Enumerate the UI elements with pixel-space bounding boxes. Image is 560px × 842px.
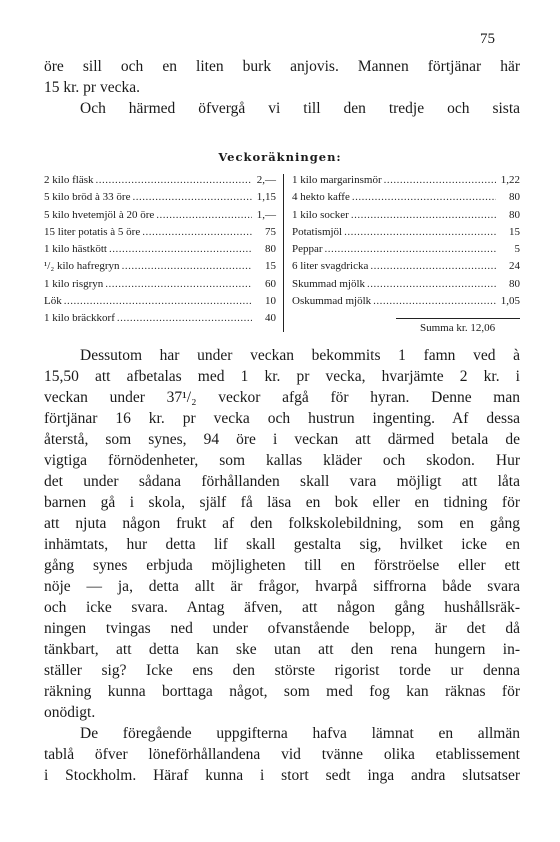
leader-dots — [325, 241, 496, 258]
intro-paragraph — [44, 56, 520, 119]
ledger-row — [292, 276, 520, 293]
ledger-row — [44, 241, 276, 258]
ledger-amount: 75 — [265, 225, 276, 238]
column-divider — [283, 174, 284, 332]
text-line: inhämtats, hur detta lif skall gestalta sig, hvilket icke en — [44, 536, 520, 553]
leader-dots — [351, 207, 496, 224]
ledger-total: Summa kr. 12,06 — [420, 322, 496, 334]
ledger-row — [44, 207, 276, 224]
section-heading: Veckoräkningen: — [218, 150, 342, 164]
text-line: att njuta någon frukt af den folkskolebildning, som en gång — [44, 515, 520, 532]
ledger-amount: 2,— — [256, 174, 276, 186]
ledger-item: 5 kilo hvetemjöl à 20 öre — [44, 208, 155, 221]
text-line: Dessutom har under veckan bekommits 1 famn ved à — [80, 347, 520, 364]
leader-dots — [64, 293, 252, 310]
leader-dots — [132, 189, 252, 206]
weekly-ledger — [44, 172, 520, 337]
ledger-amount: 15 — [265, 260, 276, 273]
ledger-row — [292, 293, 520, 310]
leader-dots — [142, 224, 252, 241]
ledger-amount: 5 — [514, 243, 520, 256]
text-line: Och härmed öfvergå vi till den tredje och sista — [80, 100, 520, 117]
text-line: 15 kr. pr vecka. — [44, 79, 140, 96]
ledger-item: Skummad mjölk — [292, 277, 366, 290]
text-line: räkning kunna borttaga något, som med fog kan räknas för — [44, 683, 520, 700]
ledger-amount: 1,22 — [500, 174, 520, 186]
ledger-row — [292, 207, 520, 224]
ledger-item: 1 kilo margarinsmör — [292, 174, 382, 186]
ledger-item: Oskummad mjölk — [292, 295, 372, 308]
ledger-right-column — [292, 172, 520, 310]
ledger-item: 5 kilo bröd à 33 öre — [44, 191, 131, 204]
ledger-amount: 80 — [509, 191, 520, 204]
ledger-amount: 80 — [509, 277, 520, 290]
text-line: tänkbart, att detta kan ske utan att den rena hungern in- — [44, 641, 520, 658]
ledger-item: Potatismjöl — [292, 225, 343, 238]
text-line: De föregående uppgifterna hafva lämnat en allmän — [80, 725, 520, 742]
text-line: i Stockholm. Häraf kunna i stort sedt inga andra slutsatser — [44, 767, 520, 784]
ledger-amount: 40 — [265, 312, 276, 325]
ledger-row — [292, 189, 520, 206]
leader-dots — [370, 258, 496, 275]
ledger-amount: 60 — [265, 277, 276, 290]
ledger-item: 2 kilo fläsk — [44, 174, 94, 186]
text-line: det under sådana förhållanden skall vara möjligt att låta — [44, 473, 520, 490]
ledger-amount: 1,— — [256, 208, 276, 221]
ledger-row — [44, 293, 276, 310]
page-number: 75 — [480, 31, 495, 47]
ledger-amount: 1,05 — [500, 295, 520, 308]
ledger-row — [292, 172, 520, 189]
leader-dots — [96, 172, 253, 189]
text-line: gång synes erbjuda möjligheten till en förströelse eller ett — [44, 557, 520, 574]
ledger-item: Lök — [44, 295, 62, 308]
ledger-row — [44, 224, 276, 241]
ledger-row — [44, 310, 276, 327]
text-line: och icke svara. Antag äfven, att någon gång hushållsräk- — [44, 599, 520, 616]
leader-dots — [352, 189, 496, 206]
ledger-item: 6 liter svagdricka — [292, 260, 369, 273]
ledger-left-column — [44, 172, 276, 328]
ledger-amount: 15 — [509, 225, 520, 238]
leader-dots — [384, 172, 496, 189]
text-line: öre sill och en liten burk anjovis. Mannen förtjänar här — [44, 58, 520, 75]
text-line: 15,50 att afbetalas med 1 kr. pr vecka, hvarjämte 2 kr. i — [44, 368, 520, 385]
leader-dots — [156, 207, 252, 224]
text-line: återstå, som synes, 94 öre i veckan att därmed betala de — [44, 431, 520, 448]
ledger-item: 15 liter potatis à 5 öre — [44, 225, 141, 238]
ledger-row — [292, 241, 520, 258]
ledger-item: 1 kilo hästkött — [44, 243, 107, 256]
ledger-amount: 80 — [509, 208, 520, 221]
ledger-item: Peppar — [292, 243, 323, 256]
leader-dots — [105, 276, 252, 293]
text-line: veckan under 37¹/₂ veckor afgå för hyran. Denne man — [44, 389, 520, 406]
ledger-item: 1 kilo socker — [292, 208, 349, 221]
ledger-row — [292, 258, 520, 275]
text-line: nöje — ja, detta allt är frågor, hvarpå siffrorna både svara — [44, 578, 520, 595]
leader-dots — [373, 293, 496, 310]
ledger-row — [44, 172, 276, 189]
leader-dots — [109, 241, 252, 258]
leader-dots — [367, 276, 496, 293]
body-text — [44, 345, 520, 786]
ledger-row — [44, 189, 276, 206]
ledger-amount: 24 — [509, 260, 520, 273]
text-line: onödigt. — [44, 704, 96, 721]
ledger-row — [292, 224, 520, 241]
text-line: tablå öfver löneförhållandena vid tvänne olika etablissement — [44, 746, 520, 763]
text-line: ningen tvingas ned under ofvanstående belopp, är det då — [44, 620, 520, 637]
ledger-amount: 10 — [265, 295, 276, 308]
total-rule — [396, 318, 520, 319]
ledger-row — [44, 258, 276, 275]
leader-dots — [122, 258, 252, 275]
ledger-item: ¹/₂ kilo hafregryn — [44, 260, 120, 273]
ledger-amount: 1,15 — [256, 191, 276, 204]
text-line: förtjänar 16 kr. pr vecka och hustrun ingenting. Af dessa — [44, 410, 520, 427]
leader-dots — [117, 310, 252, 327]
ledger-row — [44, 276, 276, 293]
text-line: vigtiga förnödenheter, som kallas kläder och skodon. Hur — [44, 452, 520, 469]
ledger-amount: 80 — [265, 243, 276, 256]
text-line: ställer sig? Icke ens den störste rigorist torde ur denna — [44, 662, 520, 679]
text-line: barnen gå i skola, själf få läsa en bok eller en tidning för — [44, 494, 520, 511]
ledger-item: 1 kilo risgryn — [44, 277, 104, 290]
ledger-item: 4 hekto kaffe — [292, 191, 350, 204]
ledger-item: 1 kilo bräckkorf — [44, 312, 115, 325]
leader-dots — [344, 224, 496, 241]
